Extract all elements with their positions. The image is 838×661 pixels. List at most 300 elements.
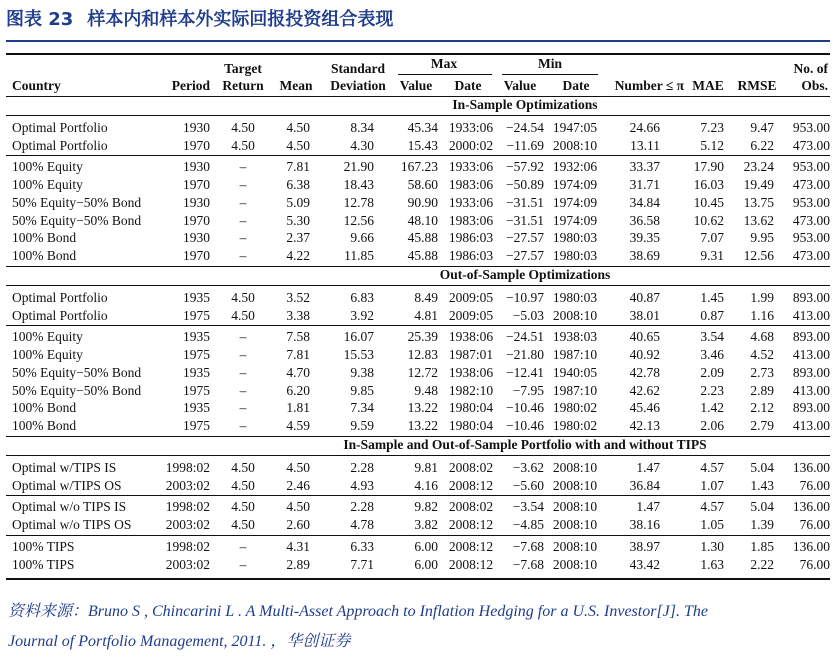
cell-min-value: −27.57 (506, 230, 544, 246)
cell-obs: 413.00 (792, 307, 830, 323)
section-title: In-Sample Optimizations (452, 97, 598, 112)
cell-std-deviation: 7.71 (350, 556, 374, 572)
cell-max-date: 1938:06 (448, 329, 494, 345)
cell-period: 1970 (183, 212, 210, 228)
cell-max-date: 1980:04 (448, 417, 494, 433)
cell-rmse: 9.47 (750, 120, 774, 135)
cell-obs: 76.00 (799, 477, 830, 493)
cell-period: 2003:02 (165, 517, 210, 533)
figure-title-text: 样本内和样本外实际回报投资组合表现 (87, 9, 394, 30)
cell-obs: 953.00 (792, 194, 830, 210)
cell-std-deviation: 2.28 (350, 499, 374, 515)
cell-rmse: 12.56 (743, 247, 774, 263)
cell-mean: 4.50 (286, 137, 310, 153)
header-period: Period (171, 78, 210, 93)
cell-mae: 7.23 (700, 120, 724, 135)
cell-mae: 3.46 (700, 347, 724, 363)
cell-target-return: 4.50 (231, 290, 255, 305)
cell-min-value: −12.41 (506, 364, 544, 380)
cell-min-date: 1947:05 (552, 120, 598, 135)
cell-min-date: 1974:09 (552, 212, 598, 228)
cell-target-return: 4.50 (231, 120, 255, 135)
cell-max-value: 90.90 (407, 194, 438, 210)
cell-max-date: 1933:06 (448, 159, 494, 175)
cell-period: 1935 (183, 290, 210, 305)
cell-country: Optimal Portfolio (12, 307, 108, 323)
cell-rmse: 2.73 (750, 364, 774, 380)
cell-std-deviation: 18.43 (343, 177, 374, 193)
cell-period: 1975 (183, 382, 210, 398)
cell-max-date: 2000:02 (448, 137, 494, 153)
table-row (0, 346, 838, 363)
cell-max-value: 45.88 (407, 230, 438, 246)
cell-mean: 3.38 (286, 307, 310, 323)
cell-min-date: 2008:10 (552, 307, 598, 323)
cell-country: Optimal w/o TIPS IS (12, 499, 127, 515)
cell-std-deviation: 11.85 (344, 247, 374, 263)
cell-period: 1998:02 (165, 538, 210, 554)
cell-rmse: 13.62 (743, 212, 774, 228)
cell-max-date: 1938:06 (448, 364, 494, 380)
cell-number-leq-pi: 13.11 (630, 137, 660, 153)
table-row (0, 364, 838, 381)
cell-number-leq-pi: 39.35 (629, 230, 660, 246)
cell-target-return: 4.50 (231, 307, 255, 323)
cell-mae: 17.90 (693, 159, 724, 175)
cell-min-date: 1987:10 (552, 347, 598, 363)
cell-std-deviation: 16.07 (343, 329, 374, 345)
group-rule (6, 325, 830, 326)
cell-period: 1970 (183, 137, 210, 153)
cell-target-return: – (239, 177, 247, 193)
title-rule (6, 40, 830, 42)
cell-target-return: – (239, 212, 247, 228)
cell-min-date: 2008:10 (552, 460, 598, 475)
cell-max-date: 1983:06 (448, 212, 494, 228)
cell-target-return: – (239, 382, 247, 398)
cell-mae: 1.63 (700, 556, 724, 572)
cell-obs: 893.00 (792, 364, 830, 380)
cell-obs: 473.00 (792, 177, 830, 193)
cell-rmse: 1.43 (750, 477, 774, 493)
cell-std-deviation: 4.30 (350, 137, 374, 153)
cell-min-date: 1940:05 (552, 364, 598, 380)
cell-max-value: 12.72 (407, 364, 438, 380)
cell-obs: 413.00 (792, 347, 830, 363)
table-row (0, 158, 838, 175)
cell-period: 2003:02 (165, 556, 210, 572)
group-rule (6, 155, 830, 156)
cell-min-date: 1938:03 (552, 329, 598, 345)
cell-country: 100% Equity (12, 347, 83, 363)
cell-mean: 6.20 (286, 382, 310, 398)
group-rule (6, 285, 830, 286)
cell-mean: 5.09 (286, 194, 310, 210)
cell-min-date: 1932:06 (552, 159, 598, 175)
cell-rmse: 1.85 (750, 538, 774, 554)
table-row (0, 176, 838, 193)
cell-mae: 2.06 (700, 417, 724, 433)
cell-max-value: 6.00 (414, 556, 438, 572)
header-min-value: Value (503, 78, 537, 93)
source-line2: Journal of Portfolio Management, 2011. ，华创证券 (8, 633, 351, 650)
header-max-value: Value (399, 78, 433, 93)
cell-mae: 10.45 (693, 194, 724, 210)
cell-min-date: 2008:10 (552, 517, 598, 533)
cell-min-value: −11.69 (506, 137, 544, 153)
group-rule (6, 495, 830, 496)
cell-min-date: 1980:03 (552, 247, 598, 263)
cell-min-date: 2008:10 (552, 499, 598, 515)
cell-target-return: – (239, 556, 247, 572)
header-min: Min (537, 56, 562, 71)
cell-max-date: 2008:12 (448, 517, 494, 533)
cell-max-date: 1933:06 (448, 120, 494, 135)
cell-number-leq-pi: 38.97 (629, 538, 660, 554)
cell-max-date: 1933:06 (448, 194, 494, 210)
cell-min-value: −24.51 (506, 329, 544, 345)
cell-rmse: 9.95 (750, 230, 774, 246)
cell-target-return: 4.50 (231, 137, 255, 153)
source-line1: 资料来源：Bruno S , Chincarini L . A Multi-Asset Approach to Inflation Hedging for a U.S. Investor[J]. The (8, 603, 708, 620)
cell-min-value: −27.57 (506, 247, 544, 263)
cell-obs: 473.00 (792, 137, 830, 153)
cell-number-leq-pi: 38.69 (629, 247, 660, 263)
cell-min-value: −7.95 (512, 382, 544, 398)
cell-number-leq-pi: 45.46 (629, 400, 660, 416)
cell-mean: 4.22 (286, 247, 310, 263)
cell-rmse: 1.39 (750, 517, 774, 533)
cell-max-date: 1983:06 (448, 177, 494, 193)
table-row (0, 417, 838, 434)
cell-country: Optimal Portfolio (12, 120, 108, 135)
section-title: Out-of-Sample Optimizations (439, 267, 611, 282)
cell-max-value: 167.23 (400, 159, 438, 175)
cell-period: 1930 (183, 194, 210, 210)
cell-number-leq-pi: 43.42 (629, 556, 660, 572)
cell-country: 50% Equity−50% Bond (12, 364, 142, 380)
cell-std-deviation: 9.66 (350, 230, 374, 246)
cell-target-return: – (239, 247, 247, 263)
cell-min-value: −21.80 (506, 347, 544, 363)
cell-mean: 6.38 (286, 177, 310, 193)
figure-label: 图表 23 (6, 9, 74, 30)
cell-target-return: – (239, 364, 247, 380)
cell-mean: 7.58 (286, 329, 310, 345)
cell-std-deviation: 21.90 (343, 159, 374, 175)
section-title: In-Sample and Out-of-Sample Portfolio with and without TIPS (343, 437, 707, 452)
header-min-date: Date (562, 78, 590, 93)
cell-country: Optimal w/TIPS OS (12, 477, 122, 493)
cell-number-leq-pi: 24.66 (629, 120, 660, 135)
cell-period: 1935 (183, 329, 210, 345)
cell-mae: 16.03 (693, 177, 724, 193)
header-max-date: Date (454, 78, 482, 93)
cell-max-date: 1982:10 (448, 382, 494, 398)
cell-rmse: 1.99 (750, 290, 774, 305)
cell-min-date: 1980:03 (552, 290, 598, 305)
cell-max-value: 12.83 (407, 347, 438, 363)
cell-number-leq-pi: 38.16 (629, 517, 660, 533)
cell-min-value: −10.46 (506, 417, 544, 433)
cell-target-return: – (239, 347, 247, 363)
cell-std-deviation: 2.28 (350, 460, 374, 475)
cell-rmse: 5.04 (750, 460, 774, 475)
cell-country: Optimal Portfolio (12, 290, 108, 305)
table-row (0, 212, 838, 229)
header-max: Max (430, 56, 458, 71)
header-obs-line1: No. of (793, 61, 828, 76)
cell-mean: 2.37 (286, 230, 310, 246)
cell-target-return: – (239, 329, 247, 345)
cell-mae: 1.30 (700, 538, 724, 554)
cell-mae: 4.57 (700, 499, 724, 515)
cell-max-date: 2008:12 (448, 538, 494, 554)
cell-mae: 4.57 (700, 460, 724, 475)
cell-country: 100% TIPS (12, 538, 75, 554)
cell-min-value: −10.46 (506, 400, 544, 416)
table-row (0, 459, 838, 476)
cell-period: 1998:02 (165, 499, 210, 515)
cell-country: 100% Bond (12, 400, 77, 416)
cell-rmse: 19.49 (743, 177, 774, 193)
cell-period: 1998:02 (165, 460, 210, 475)
cell-max-date: 1986:03 (448, 247, 494, 263)
table-row (0, 498, 838, 515)
cell-target-return: – (239, 417, 247, 433)
cell-mean: 2.46 (286, 477, 310, 493)
cell-target-return: 4.50 (231, 517, 255, 533)
cell-min-value: −7.68 (512, 556, 544, 572)
cell-max-value: 3.82 (414, 517, 438, 533)
cell-number-leq-pi: 31.71 (629, 177, 660, 193)
min-underline (502, 74, 598, 75)
table-row (0, 229, 838, 246)
cell-mae: 1.07 (700, 477, 724, 493)
cell-max-date: 2008:02 (448, 460, 494, 475)
cell-obs: 136.00 (792, 538, 830, 554)
cell-period: 1930 (183, 159, 210, 175)
table-row (0, 247, 838, 264)
table-row (0, 137, 838, 154)
header-mae: MAE (692, 78, 724, 93)
header-country: Country (12, 78, 61, 93)
cell-target-return: – (239, 400, 247, 416)
cell-mae: 2.09 (700, 364, 724, 380)
cell-mae: 5.12 (700, 137, 724, 153)
cell-rmse: 23.24 (743, 159, 774, 175)
cell-number-leq-pi: 42.13 (629, 417, 660, 433)
cell-std-deviation: 6.33 (350, 538, 374, 554)
table-row (0, 477, 838, 494)
cell-mean: 4.50 (286, 499, 310, 515)
cell-target-return: – (239, 194, 247, 210)
cell-period: 1930 (183, 120, 210, 135)
cell-max-date: 2008:02 (448, 499, 494, 515)
cell-mae: 3.54 (700, 329, 724, 345)
cell-mean: 4.70 (286, 364, 310, 380)
cell-min-value: −24.54 (506, 120, 544, 135)
cell-country: Optimal w/TIPS IS (12, 460, 117, 475)
cell-max-date: 1980:04 (448, 400, 494, 416)
cell-max-value: 6.00 (414, 538, 438, 554)
cell-mean: 4.50 (286, 460, 310, 475)
cell-country: 100% Equity (12, 177, 83, 193)
cell-obs: 953.00 (792, 159, 830, 175)
cell-country: 100% Equity (12, 159, 83, 175)
table-row (0, 307, 838, 324)
cell-mean: 7.81 (286, 159, 310, 175)
cell-country: 50% Equity−50% Bond (12, 194, 142, 210)
cell-std-deviation: 9.38 (350, 364, 374, 380)
cell-country: 50% Equity−50% Bond (12, 382, 142, 398)
cell-obs: 893.00 (792, 400, 830, 416)
cell-mae: 10.62 (693, 212, 724, 228)
cell-mean: 3.52 (286, 290, 310, 305)
cell-max-date: 2009:05 (448, 290, 494, 305)
header-number-leq-pi: Number ≤ π (614, 78, 684, 93)
cell-obs: 953.00 (792, 120, 830, 135)
cell-std-deviation: 3.92 (350, 307, 374, 323)
cell-period: 1935 (183, 364, 210, 380)
cell-obs: 76.00 (799, 517, 830, 533)
cell-period: 1970 (183, 247, 210, 263)
cell-max-value: 9.82 (414, 499, 438, 515)
cell-number-leq-pi: 34.84 (629, 194, 660, 210)
cell-rmse: 2.89 (750, 382, 774, 398)
cell-country: 100% Bond (12, 247, 77, 263)
table-row (0, 289, 838, 306)
table-row (0, 556, 838, 573)
cell-max-value: 45.88 (407, 247, 438, 263)
cell-max-value: 15.43 (407, 137, 438, 153)
cell-mae: 1.45 (700, 290, 724, 305)
header-target-line1: Target (224, 61, 262, 76)
cell-min-date: 2008:10 (552, 556, 598, 572)
cell-min-date: 1980:03 (552, 230, 598, 246)
table-row (0, 194, 838, 211)
cell-obs: 473.00 (792, 247, 830, 263)
cell-min-value: −31.51 (506, 212, 544, 228)
cell-min-date: 1980:02 (552, 400, 598, 416)
cell-std-deviation: 7.34 (350, 400, 374, 416)
cell-obs: 136.00 (792, 499, 830, 515)
cell-obs: 413.00 (792, 382, 830, 398)
cell-period: 1970 (183, 177, 210, 193)
section-rule (6, 578, 830, 580)
max-underline (398, 74, 492, 75)
cell-max-value: 58.60 (407, 177, 438, 193)
cell-min-value: −3.54 (512, 499, 544, 515)
cell-rmse: 4.68 (750, 329, 774, 345)
cell-obs: 136.00 (792, 460, 830, 475)
cell-period: 2003:02 (165, 477, 210, 493)
table-row (0, 399, 838, 416)
cell-number-leq-pi: 36.58 (629, 212, 660, 228)
header-std-line1: Standard (330, 61, 386, 76)
cell-max-value: 48.10 (407, 212, 438, 228)
cell-country: 100% Equity (12, 329, 83, 345)
cell-rmse: 2.22 (750, 556, 774, 572)
cell-max-date: 2009:05 (448, 307, 494, 323)
cell-country: Optimal w/o TIPS OS (12, 517, 132, 533)
cell-max-value: 9.48 (414, 382, 438, 398)
cell-mae: 7.07 (700, 230, 724, 246)
cell-obs: 473.00 (792, 212, 830, 228)
cell-number-leq-pi: 42.62 (629, 382, 660, 398)
cell-number-leq-pi: 38.01 (629, 307, 660, 323)
cell-max-value: 8.49 (414, 290, 438, 305)
cell-country: 100% Bond (12, 230, 77, 246)
cell-min-date: 2008:10 (552, 538, 598, 554)
cell-std-deviation: 12.56 (343, 212, 374, 228)
cell-number-leq-pi: 33.37 (629, 159, 660, 175)
cell-std-deviation: 12.78 (343, 194, 374, 210)
header-rmse: RMSE (737, 78, 777, 93)
cell-mae: 1.05 (700, 517, 724, 533)
cell-mean: 5.30 (286, 212, 310, 228)
cell-std-deviation: 6.83 (350, 290, 374, 305)
cell-country: 100% Bond (12, 417, 77, 433)
cell-min-date: 2008:10 (552, 477, 598, 493)
table-row (0, 382, 838, 399)
group-rule (6, 115, 830, 116)
cell-period: 1975 (183, 307, 210, 323)
header-mean: Mean (279, 78, 313, 93)
cell-mean: 1.81 (286, 400, 310, 416)
table-row (0, 516, 838, 533)
cell-number-leq-pi: 1.47 (636, 499, 660, 515)
header-std-line2: Deviation (330, 78, 386, 93)
figure-title (6, 5, 407, 29)
cell-std-deviation: 8.34 (350, 120, 374, 135)
cell-mean: 4.59 (286, 417, 310, 433)
cell-std-deviation: 4.78 (350, 517, 374, 533)
cell-period: 1930 (183, 230, 210, 246)
cell-std-deviation: 9.59 (350, 417, 374, 433)
cell-min-value: −5.03 (512, 307, 544, 323)
cell-target-return: 4.50 (231, 460, 255, 475)
group-rule (6, 535, 830, 536)
cell-rmse: 6.22 (750, 137, 774, 153)
cell-min-value: −3.62 (512, 460, 544, 475)
cell-country: 100% TIPS (12, 556, 75, 572)
cell-rmse: 2.79 (750, 417, 774, 433)
cell-min-value: −57.92 (506, 159, 544, 175)
cell-max-value: 4.81 (414, 307, 438, 323)
cell-mean: 4.50 (286, 120, 310, 135)
cell-std-deviation: 15.53 (343, 347, 374, 363)
cell-number-leq-pi: 40.65 (629, 329, 660, 345)
cell-target-return: 4.50 (231, 477, 255, 493)
cell-obs: 413.00 (792, 417, 830, 433)
cell-min-value: −5.60 (512, 477, 544, 493)
cell-mae: 1.42 (700, 400, 724, 416)
cell-mean: 4.31 (286, 538, 310, 554)
cell-rmse: 1.16 (750, 307, 774, 323)
cell-min-value: −10.97 (506, 290, 544, 305)
cell-rmse: 2.12 (750, 400, 774, 416)
cell-target-return: – (239, 538, 247, 554)
cell-number-leq-pi: 36.84 (629, 477, 660, 493)
cell-max-date: 2008:12 (448, 556, 494, 572)
cell-mae: 0.87 (700, 307, 724, 323)
cell-country: 50% Equity−50% Bond (12, 212, 142, 228)
cell-max-value: 45.34 (407, 120, 438, 135)
cell-max-value: 4.16 (414, 477, 438, 493)
cell-max-value: 9.81 (414, 460, 438, 475)
cell-min-value: −50.89 (506, 177, 544, 193)
